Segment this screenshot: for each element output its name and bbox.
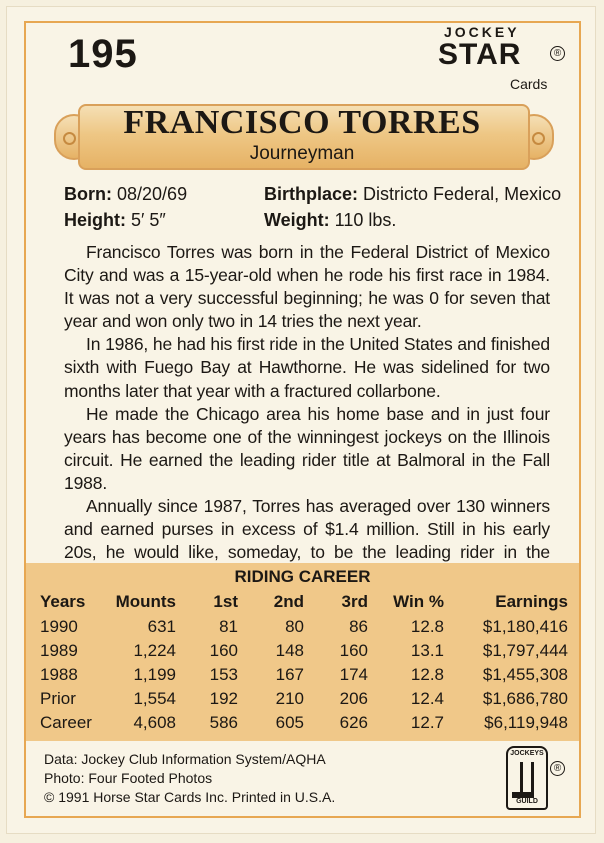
guild-bottom-text: GUILD: [516, 798, 538, 805]
boot-icon: [520, 762, 534, 796]
table-row: [40, 639, 568, 663]
table-cell: 13.1: [410, 641, 444, 660]
table-cell: 210: [275, 689, 304, 708]
table-cell: 605: [275, 713, 304, 732]
bio-paragraph: He made the Chicago area his home base and in just four years has become one of the winningest jockeys on the Illinois circuit. He earned the leading rider title at Balmoral in the Fall 1988.: [64, 403, 550, 493]
table-cell: 12.4: [410, 689, 444, 708]
height-value: 5′ 5″: [131, 210, 166, 230]
height-row: [64, 210, 166, 231]
table-cell: $1,180,416: [482, 617, 568, 636]
registered-mark-icon: ®: [550, 46, 565, 61]
table-cell: 12.7: [410, 713, 444, 732]
riding-career-panel: [26, 563, 579, 741]
column-header: Years: [40, 592, 86, 611]
table-cell: 586: [209, 713, 238, 732]
column-header: Earnings: [495, 592, 568, 611]
credit-line: Data: Jockey Club Information System/AQHA: [44, 751, 326, 767]
bio-paragraph: In 1986, he had his first ride in the United States and finished sixth with Fuego Bay at Hawthorne. He was sidelined for two months later that year with a fractured collarbone.: [64, 334, 550, 401]
table-cell: 86: [349, 617, 368, 636]
bio-paragraph: Francisco Torres was born in the Federal District of Mexico City and was a 15-year-old when he rode his first race in 1984. It was not a very successful beginning; he was 0 for seven that year and won only two in 14 tries the next year.: [64, 242, 550, 332]
table-cell: Prior: [40, 689, 76, 708]
born-value: 08/20/69: [117, 184, 188, 204]
table-cell: 167: [275, 665, 304, 684]
logo-sub-text: Cards: [510, 76, 548, 92]
credit-line: © 1991 Horse Star Cards Inc. Printed in U.S.A.: [44, 789, 336, 805]
column-header: 2nd: [273, 592, 304, 611]
column-header: 1st: [213, 592, 238, 611]
table-row: [40, 615, 568, 639]
table-row: [40, 711, 568, 735]
player-rank: Journeyman: [249, 143, 355, 164]
table-cell: Career: [40, 713, 92, 732]
birthplace-label: Birthplace:: [264, 184, 359, 204]
table-cell: 80: [285, 617, 304, 636]
column-header: 3rd: [341, 592, 368, 611]
logo-top-text: JOCKEY: [444, 24, 520, 40]
table-cell: 174: [339, 665, 368, 684]
table-cell: 626: [339, 713, 368, 732]
born-label: Born:: [64, 184, 112, 204]
weight-row: [264, 210, 396, 231]
column-header: Mounts: [115, 592, 176, 611]
table-cell: 206: [339, 689, 368, 708]
born-row: [64, 184, 187, 205]
credit-line: Photo: Four Footed Photos: [44, 770, 213, 786]
riding-career-table: [40, 589, 568, 735]
table-cell: $1,686,780: [482, 689, 568, 708]
birthplace-value: Districto Federal, Mexico: [363, 184, 562, 204]
table-cell: 192: [209, 689, 238, 708]
player-name: FRANCISCO TORRES: [123, 104, 481, 141]
biography: [64, 241, 550, 587]
registered-mark-icon: ®: [550, 761, 565, 776]
table-cell: $1,455,308: [482, 665, 568, 684]
table-cell: 160: [209, 641, 238, 660]
table-cell: $1,797,444: [482, 641, 568, 660]
table-cell: 4,608: [133, 713, 176, 732]
table-cell: 12.8: [410, 617, 444, 636]
card-number: 195: [68, 32, 138, 76]
jockey-star-logo: [438, 24, 563, 94]
logo-main-text: STAR: [438, 38, 522, 71]
table-row: [40, 687, 568, 711]
birthplace-row: [264, 184, 561, 205]
table-cell: 1,199: [133, 665, 176, 684]
stats-title: RIDING CAREER: [234, 567, 371, 586]
weight-value: 110 lbs.: [334, 210, 397, 230]
table-cell: 1,224: [133, 641, 176, 660]
table-cell: 1988: [40, 665, 78, 684]
table-cell: 1990: [40, 617, 78, 636]
bio-paragraph: Annually since 1987, Torres has averaged over 130 winners and earned purses in excess of $1.4 million. Still in his early 20s, he would like, someday, to be the leading rider in the: [64, 496, 550, 563]
table-cell: 81: [219, 617, 238, 636]
weight-label: Weight:: [264, 210, 330, 230]
table-cell: 148: [275, 641, 304, 660]
table-cell: $6,119,948: [484, 713, 568, 732]
table-cell: 160: [339, 641, 368, 660]
table-header-row: [40, 589, 568, 615]
column-header: Win %: [393, 592, 444, 611]
table-cell: 1989: [40, 641, 78, 660]
guild-top-text: JOCKEYS: [510, 750, 544, 757]
credits: [44, 750, 335, 807]
table-cell: 153: [209, 665, 238, 684]
table-row: [40, 663, 568, 687]
table-cell: 1,554: [133, 689, 176, 708]
height-label: Height:: [64, 210, 126, 230]
table-cell: 631: [147, 617, 176, 636]
jockeys-guild-logo: [506, 746, 548, 810]
table-cell: 12.8: [410, 665, 444, 684]
